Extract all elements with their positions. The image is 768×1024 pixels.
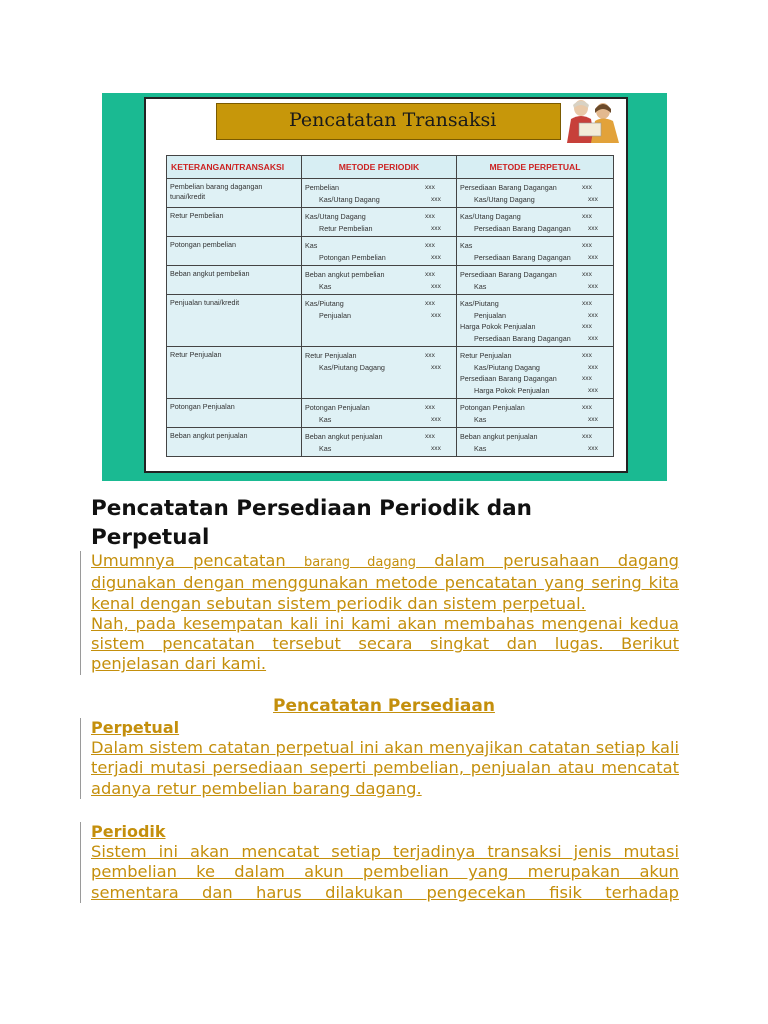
- amount: xxx: [582, 375, 592, 382]
- transaction-table: [166, 155, 614, 457]
- barang-dagang-link[interactable]: barang dagang: [303, 555, 417, 570]
- journal-line: [460, 310, 610, 322]
- account-name: Kas: [319, 281, 332, 291]
- journal-line: [460, 385, 610, 397]
- journal-line: [460, 182, 610, 194]
- cell-keterangan: [167, 237, 302, 266]
- cell-keterangan: [167, 295, 302, 347]
- amount: xxx: [582, 433, 592, 440]
- journal-line: [305, 443, 453, 455]
- journal-line: [460, 194, 610, 206]
- amount: xxx: [425, 300, 435, 307]
- cell-perpetual: [457, 428, 614, 457]
- amount: xxx: [588, 334, 598, 342]
- journal-line: [305, 362, 453, 374]
- cell-keterangan: [167, 428, 302, 457]
- amount: xxx: [582, 352, 592, 359]
- cell-keterangan: [167, 208, 302, 237]
- account-name: Kas/Utang Dagang: [305, 212, 366, 221]
- periodik-title: Periodik: [91, 822, 166, 841]
- intro-text-b: dalam perusahaan dagang digunakan dengan menggunakan metode pencatatan yang sering kita kenal dengan sebutan sistem periodik dan sistem perpetual.: [91, 551, 680, 613]
- amount: xxx: [582, 271, 592, 278]
- amount: xxx: [588, 415, 598, 423]
- col-header-keterangan: KETERANGAN/TRANSAKSI: [167, 156, 302, 179]
- cell-periodik: [302, 428, 457, 457]
- cell-periodik: [302, 295, 457, 347]
- cell-keterangan: [167, 399, 302, 428]
- table-row: [167, 266, 614, 295]
- periodik-block: [80, 822, 679, 903]
- cell-keterangan: [167, 266, 302, 295]
- intro-paragraph-2: Nah, pada kesempatan kali ini kami akan membahas mengenai kedua sistem pencatatan tersebut secara singkat dan lugas. Berikut penjelasan dari kami.: [91, 613, 679, 674]
- table-row: [167, 237, 614, 266]
- journal-line: [460, 333, 610, 345]
- slide-title: Pencatatan Transaksi: [289, 109, 497, 131]
- account-name: Kas/Utang Dagang: [319, 194, 380, 204]
- cell-perpetual: [457, 295, 614, 347]
- journal-line: [305, 298, 453, 310]
- journal-line: [460, 223, 610, 235]
- intro-block: [80, 551, 679, 675]
- amount: xxx: [431, 415, 441, 423]
- account-name: Potongan Penjualan: [460, 403, 525, 412]
- amount: xxx: [431, 444, 441, 452]
- amount: xxx: [582, 242, 592, 249]
- cell-keterangan: [167, 347, 302, 399]
- account-name: Penjualan: [319, 310, 351, 320]
- journal-line: [460, 252, 610, 264]
- keterangan-text: Pembelian barang dagangan tunai/kredit: [170, 182, 263, 201]
- journal-line: [305, 240, 453, 252]
- journal-line: [460, 402, 610, 414]
- account-name: Beban angkut penjualan: [460, 432, 538, 441]
- account-name: Kas: [474, 414, 487, 424]
- amount: xxx: [425, 433, 435, 440]
- account-name: Kas/Utang Dagang: [460, 212, 521, 221]
- journal-line: [460, 240, 610, 252]
- journal-line: [305, 211, 453, 223]
- periodik-line-2: pembelian ke dalam akun pembelian yang merupakan akun: [91, 862, 679, 882]
- account-name: Potongan Pembelian: [319, 252, 386, 262]
- keterangan-text: Retur Pembelian: [170, 211, 224, 220]
- amount: xxx: [588, 386, 598, 394]
- account-name: Kas: [474, 281, 487, 291]
- amount: xxx: [582, 213, 592, 220]
- journal-line: [305, 252, 453, 264]
- amount: xxx: [588, 253, 598, 261]
- table-row: [167, 428, 614, 457]
- journal-line: [305, 310, 453, 322]
- keterangan-text: Potongan pembelian: [170, 240, 236, 249]
- cell-periodik: [302, 208, 457, 237]
- cell-perpetual: [457, 266, 614, 295]
- keterangan-text: Beban angkut pembelian: [170, 269, 250, 278]
- cell-periodik: [302, 237, 457, 266]
- col-header-perpetual: METODE PERPETUAL: [457, 156, 614, 179]
- journal-line: [460, 281, 610, 293]
- amount: xxx: [425, 271, 435, 278]
- perpetual-block: [80, 718, 679, 799]
- account-name: Persediaan Barang Dagangan: [460, 183, 557, 192]
- keterangan-text: Potongan Penjualan: [170, 402, 235, 411]
- cell-periodik: [302, 179, 457, 208]
- col-header-periodik: METODE PERIODIK: [302, 156, 457, 179]
- amount: xxx: [588, 282, 598, 290]
- periodik-line-1: Sistem ini akan mencatat setiap terjadinya transaksi jenis mutasi: [91, 842, 679, 861]
- journal-line: [460, 298, 610, 310]
- account-name: Retur Penjualan: [460, 351, 512, 360]
- cell-periodik: [302, 399, 457, 428]
- account-name: Persediaan Barang Dagangan: [460, 270, 557, 279]
- journal-line: [460, 211, 610, 223]
- journal-line: [460, 269, 610, 281]
- table-row: [167, 179, 614, 208]
- journal-line: [460, 321, 610, 333]
- account-name: Persediaan Barang Dagangan: [460, 374, 557, 383]
- amount: xxx: [425, 352, 435, 359]
- table-row: [167, 208, 614, 237]
- periodik-line-3: sementara dan harus dilakukan pengecekan fisik terhadap: [91, 882, 679, 902]
- account-name: Kas: [305, 241, 318, 250]
- keterangan-text: Retur Penjualan: [170, 350, 222, 359]
- journal-line: [305, 182, 453, 194]
- account-name: Potongan Penjualan: [305, 403, 370, 412]
- slide-image: [102, 93, 667, 481]
- journal-line: [460, 362, 610, 374]
- perpetual-text: Dalam sistem catatan perpetual ini akan menyajikan catatan setiap kali terjadi mutasi persediaan seperti pembelian, penjualan atau mencatat adanya retur pembelian barang dagang.: [91, 738, 679, 798]
- journal-line: [460, 350, 610, 362]
- amount: xxx: [588, 311, 598, 319]
- cell-perpetual: [457, 347, 614, 399]
- account-name: Harga Pokok Penjualan: [474, 385, 550, 395]
- account-name: Persediaan Barang Dagangan: [474, 333, 571, 343]
- slide-frame: [144, 97, 628, 473]
- table-row: [167, 295, 614, 347]
- amount: xxx: [588, 363, 598, 371]
- account-name: Pembelian: [305, 183, 339, 192]
- account-name: Penjualan: [474, 310, 506, 320]
- journal-line: [305, 223, 453, 235]
- amount: xxx: [431, 282, 441, 290]
- amount: xxx: [588, 444, 598, 452]
- amount: xxx: [425, 242, 435, 249]
- journal-line: [305, 350, 453, 362]
- account-name: Retur Penjualan: [305, 351, 357, 360]
- account-name: Kas: [460, 241, 473, 250]
- journal-line: [305, 431, 453, 443]
- amount: xxx: [582, 300, 592, 307]
- cell-perpetual: [457, 179, 614, 208]
- amount: xxx: [425, 213, 435, 220]
- perpetual-title: Perpetual: [91, 718, 180, 737]
- account-name: Persediaan Barang Dagangan: [474, 223, 571, 233]
- account-name: Persediaan Barang Dagangan: [474, 252, 571, 262]
- amount: xxx: [582, 184, 592, 191]
- amount: xxx: [425, 184, 435, 191]
- amount: xxx: [431, 311, 441, 319]
- slide-title-bar: [216, 103, 561, 140]
- cell-periodik: [302, 266, 457, 295]
- journal-line: [305, 194, 453, 206]
- account-name: Beban angkut penjualan: [305, 432, 383, 441]
- table-header-row: [167, 156, 614, 179]
- journal-line: [460, 431, 610, 443]
- intro-text-a: Umumnya pencatatan: [91, 551, 286, 570]
- account-name: Kas/Piutang: [460, 299, 499, 308]
- account-name: Harga Pokok Penjualan: [460, 322, 536, 331]
- article-heading: Pencatatan Persediaan Periodik dan Perpetual: [91, 496, 532, 550]
- keterangan-text: Beban angkut penjualan: [170, 431, 248, 440]
- journal-line: [305, 269, 453, 281]
- keterangan-text: Penjualan tunai/kredit: [170, 298, 240, 307]
- account-name: Kas/Utang Dagang: [474, 194, 535, 204]
- section-title: Pencatatan Persediaan: [273, 696, 495, 716]
- journal-line: [460, 373, 610, 385]
- account-name: Kas/Piutang: [305, 299, 344, 308]
- journal-line: [305, 414, 453, 426]
- journal-line: [305, 281, 453, 293]
- account-name: Retur Pembelian: [319, 223, 373, 233]
- cell-periodik: [302, 347, 457, 399]
- amount: xxx: [582, 323, 592, 330]
- table-row: [167, 347, 614, 399]
- account-name: Beban angkut pembelian: [305, 270, 385, 279]
- cell-perpetual: [457, 237, 614, 266]
- journal-line: [460, 414, 610, 426]
- account-name: Kas: [319, 414, 332, 424]
- amount: xxx: [582, 404, 592, 411]
- people-clipart-icon: [561, 99, 623, 143]
- account-name: Kas: [474, 443, 487, 453]
- journal-line: [305, 402, 453, 414]
- amount: xxx: [431, 363, 441, 371]
- amount: xxx: [431, 253, 441, 261]
- amount: xxx: [588, 195, 598, 203]
- intro-paragraph-1: [91, 551, 679, 614]
- table-row: [167, 399, 614, 428]
- cell-perpetual: [457, 208, 614, 237]
- amount: xxx: [425, 404, 435, 411]
- journal-line: [460, 443, 610, 455]
- amount: xxx: [431, 224, 441, 232]
- cell-perpetual: [457, 399, 614, 428]
- amount: xxx: [431, 195, 441, 203]
- account-name: Kas/Piutang Dagang: [474, 362, 540, 372]
- amount: xxx: [588, 224, 598, 232]
- cell-keterangan: [167, 179, 302, 208]
- account-name: Kas/Piutang Dagang: [319, 362, 385, 372]
- account-name: Kas: [319, 443, 332, 453]
